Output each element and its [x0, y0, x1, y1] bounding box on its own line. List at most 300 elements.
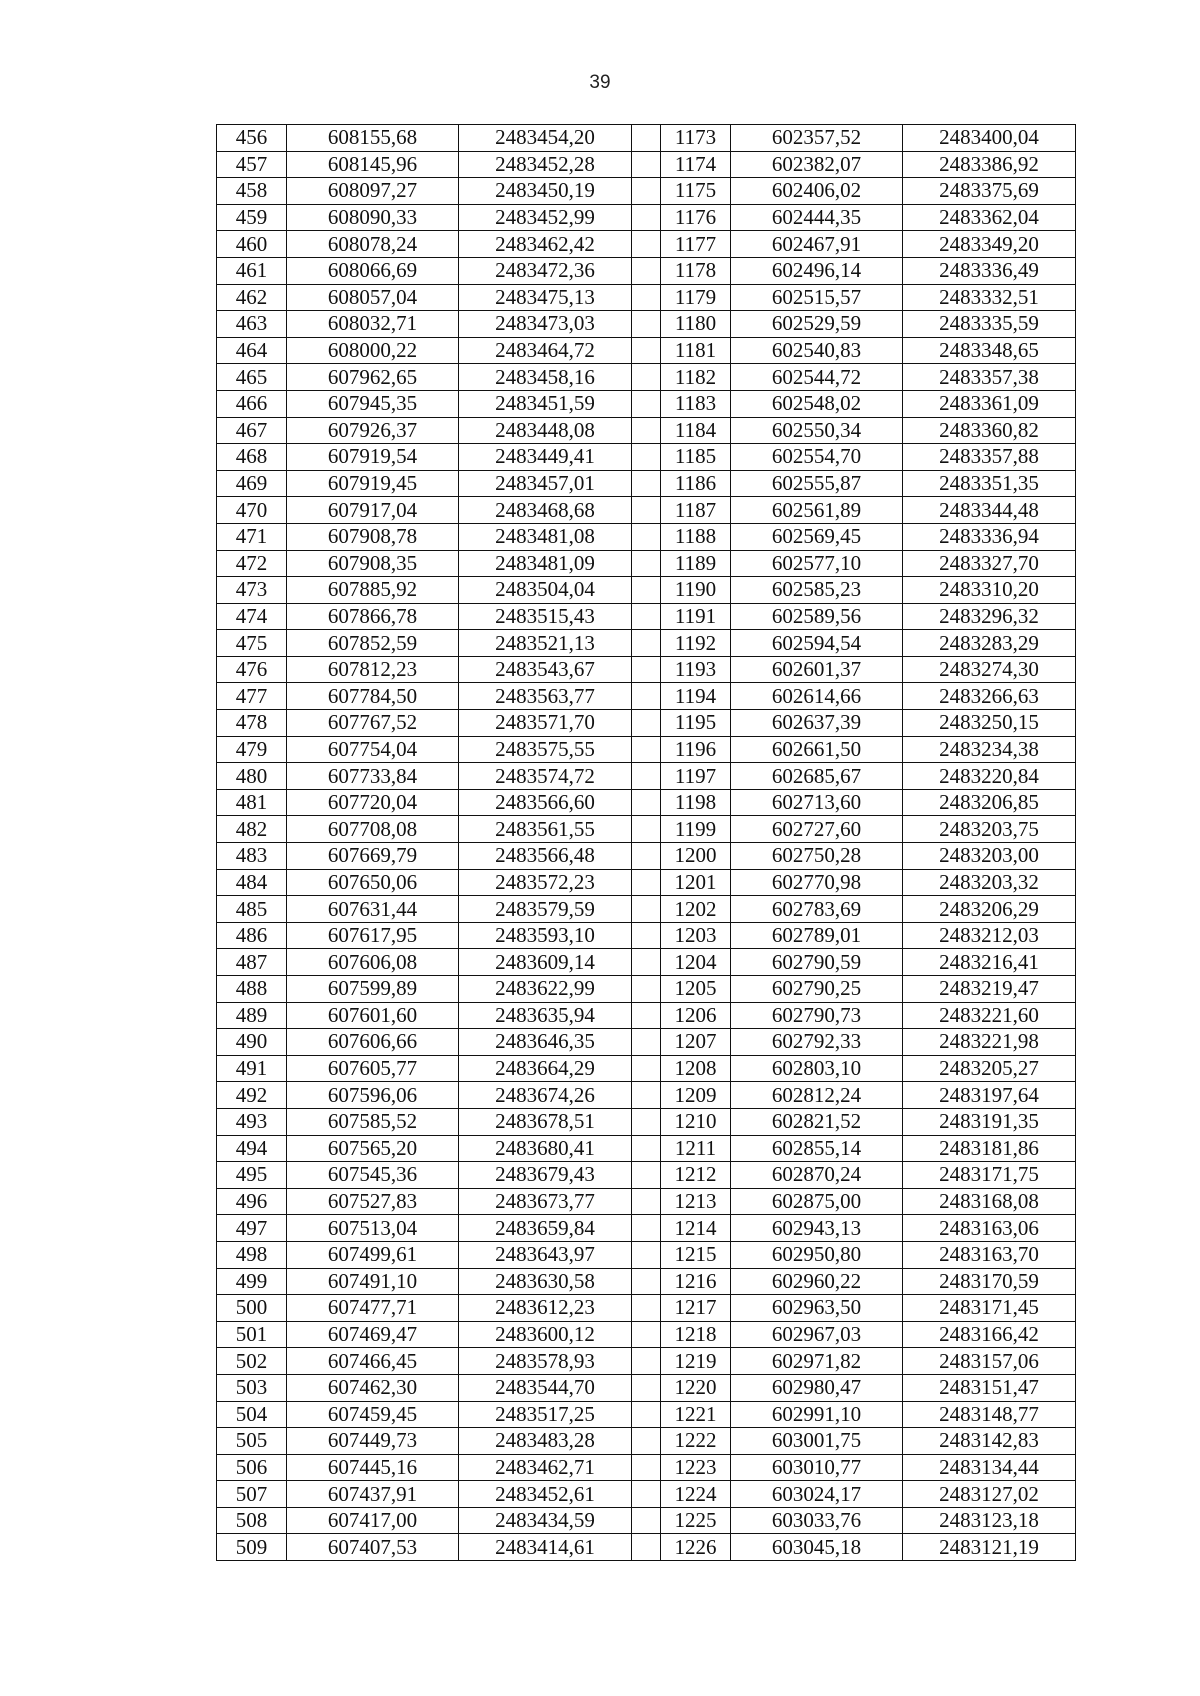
y-coordinate-left: 2483664,29	[459, 1055, 632, 1082]
y-coordinate-right: 2483163,70	[903, 1241, 1076, 1268]
point-number-right: 1173	[661, 125, 731, 152]
table-row	[217, 603, 1076, 630]
x-coordinate-left: 607606,08	[287, 949, 459, 976]
x-coordinate-left: 607669,79	[287, 843, 459, 870]
table-row	[217, 577, 1076, 604]
point-number-right: 1175	[661, 178, 731, 205]
gap-cell	[632, 630, 661, 657]
point-number-right: 1225	[661, 1507, 731, 1534]
y-coordinate-right: 2483332,51	[903, 284, 1076, 311]
x-coordinate-left: 607527,83	[287, 1188, 459, 1215]
point-number-left: 463	[217, 311, 287, 338]
table-row	[217, 630, 1076, 657]
y-coordinate-left: 2483473,03	[459, 311, 632, 338]
gap-cell	[632, 257, 661, 284]
x-coordinate-left: 607784,50	[287, 683, 459, 710]
gap-cell	[632, 1002, 661, 1029]
y-coordinate-left: 2483646,35	[459, 1029, 632, 1056]
x-coordinate-right: 602548,02	[731, 390, 903, 417]
x-coordinate-right: 602963,50	[731, 1295, 903, 1322]
point-number-right: 1191	[661, 603, 731, 630]
gap-cell	[632, 736, 661, 763]
x-coordinate-right: 602812,24	[731, 1082, 903, 1109]
table-row	[217, 550, 1076, 577]
point-number-left: 480	[217, 763, 287, 790]
point-number-left: 475	[217, 630, 287, 657]
y-coordinate-left: 2483563,77	[459, 683, 632, 710]
x-coordinate-right: 602614,66	[731, 683, 903, 710]
x-coordinate-right: 602980,47	[731, 1374, 903, 1401]
point-number-right: 1193	[661, 656, 731, 683]
x-coordinate-left: 607866,78	[287, 603, 459, 630]
gap-cell	[632, 1082, 661, 1109]
point-number-left: 468	[217, 444, 287, 471]
table-row	[217, 1162, 1076, 1189]
point-number-right: 1201	[661, 869, 731, 896]
coordinates-table	[216, 124, 1076, 1561]
y-coordinate-right: 2483221,98	[903, 1029, 1076, 1056]
y-coordinate-left: 2483600,12	[459, 1321, 632, 1348]
point-number-left: 481	[217, 789, 287, 816]
point-number-left: 508	[217, 1507, 287, 1534]
point-number-right: 1208	[661, 1055, 731, 1082]
point-number-left: 476	[217, 656, 287, 683]
point-number-left: 466	[217, 390, 287, 417]
x-coordinate-right: 602950,80	[731, 1241, 903, 1268]
point-number-right: 1189	[661, 550, 731, 577]
point-number-right: 1205	[661, 976, 731, 1003]
x-coordinate-right: 602601,37	[731, 656, 903, 683]
x-coordinate-left: 607917,04	[287, 497, 459, 524]
y-coordinate-right: 2483400,04	[903, 125, 1076, 152]
y-coordinate-right: 2483197,64	[903, 1082, 1076, 1109]
y-coordinate-right: 2483216,41	[903, 949, 1076, 976]
y-coordinate-left: 2483544,70	[459, 1374, 632, 1401]
gap-cell	[632, 1428, 661, 1455]
y-coordinate-right: 2483310,20	[903, 577, 1076, 604]
y-coordinate-right: 2483348,65	[903, 337, 1076, 364]
x-coordinate-right: 602637,39	[731, 710, 903, 737]
y-coordinate-left: 2483579,59	[459, 896, 632, 923]
point-number-right: 1197	[661, 763, 731, 790]
point-number-left: 497	[217, 1215, 287, 1242]
y-coordinate-right: 2483203,00	[903, 843, 1076, 870]
gap-cell	[632, 949, 661, 976]
table-row	[217, 1454, 1076, 1481]
gap-cell	[632, 1481, 661, 1508]
y-coordinate-left: 2483678,51	[459, 1108, 632, 1135]
x-coordinate-left: 607469,47	[287, 1321, 459, 1348]
table-row	[217, 763, 1076, 790]
x-coordinate-right: 602750,28	[731, 843, 903, 870]
point-number-left: 503	[217, 1374, 287, 1401]
gap-cell	[632, 603, 661, 630]
gap-cell	[632, 1029, 661, 1056]
table-row	[217, 1295, 1076, 1322]
point-number-right: 1218	[661, 1321, 731, 1348]
x-coordinate-left: 607767,52	[287, 710, 459, 737]
y-coordinate-right: 2483212,03	[903, 922, 1076, 949]
x-coordinate-right: 602991,10	[731, 1401, 903, 1428]
point-number-left: 505	[217, 1428, 287, 1455]
y-coordinate-left: 2483452,28	[459, 151, 632, 178]
point-number-right: 1224	[661, 1481, 731, 1508]
point-number-left: 483	[217, 843, 287, 870]
y-coordinate-left: 2483448,08	[459, 417, 632, 444]
table-row	[217, 656, 1076, 683]
x-coordinate-right: 602685,67	[731, 763, 903, 790]
point-number-right: 1204	[661, 949, 731, 976]
y-coordinate-right: 2483168,08	[903, 1188, 1076, 1215]
x-coordinate-right: 602792,33	[731, 1029, 903, 1056]
table-row	[217, 789, 1076, 816]
x-coordinate-left: 607908,35	[287, 550, 459, 577]
point-number-right: 1206	[661, 1002, 731, 1029]
point-number-left: 477	[217, 683, 287, 710]
point-number-right: 1174	[661, 151, 731, 178]
point-number-left: 493	[217, 1108, 287, 1135]
point-number-right: 1210	[661, 1108, 731, 1135]
x-coordinate-left: 607417,00	[287, 1507, 459, 1534]
x-coordinate-left: 608155,68	[287, 125, 459, 152]
point-number-left: 488	[217, 976, 287, 1003]
gap-cell	[632, 284, 661, 311]
y-coordinate-right: 2483234,38	[903, 736, 1076, 763]
point-number-right: 1202	[661, 896, 731, 923]
x-coordinate-left: 607449,73	[287, 1428, 459, 1455]
point-number-left: 465	[217, 364, 287, 391]
x-coordinate-left: 607585,52	[287, 1108, 459, 1135]
point-number-left: 498	[217, 1241, 287, 1268]
y-coordinate-right: 2483166,42	[903, 1321, 1076, 1348]
x-coordinate-left: 607720,04	[287, 789, 459, 816]
table-row	[217, 125, 1076, 152]
point-number-right: 1223	[661, 1454, 731, 1481]
x-coordinate-left: 607477,71	[287, 1295, 459, 1322]
x-coordinate-left: 607513,04	[287, 1215, 459, 1242]
y-coordinate-left: 2483457,01	[459, 470, 632, 497]
table-row	[217, 1534, 1076, 1561]
x-coordinate-right: 603010,77	[731, 1454, 903, 1481]
x-coordinate-right: 602960,22	[731, 1268, 903, 1295]
table-row	[217, 843, 1076, 870]
point-number-left: 470	[217, 497, 287, 524]
x-coordinate-left: 608145,96	[287, 151, 459, 178]
x-coordinate-left: 607545,36	[287, 1162, 459, 1189]
point-number-left: 486	[217, 922, 287, 949]
y-coordinate-right: 2483349,20	[903, 231, 1076, 258]
y-coordinate-right: 2483357,38	[903, 364, 1076, 391]
gap-cell	[632, 789, 661, 816]
x-coordinate-right: 602554,70	[731, 444, 903, 471]
x-coordinate-left: 607605,77	[287, 1055, 459, 1082]
point-number-left: 460	[217, 231, 287, 258]
y-coordinate-left: 2483458,16	[459, 364, 632, 391]
gap-cell	[632, 869, 661, 896]
point-number-right: 1203	[661, 922, 731, 949]
gap-cell	[632, 896, 661, 923]
table-row	[217, 284, 1076, 311]
x-coordinate-right: 602803,10	[731, 1055, 903, 1082]
y-coordinate-left: 2483452,99	[459, 204, 632, 231]
gap-cell	[632, 976, 661, 1003]
x-coordinate-left: 607459,45	[287, 1401, 459, 1428]
point-number-right: 1222	[661, 1428, 731, 1455]
table-row	[217, 1374, 1076, 1401]
point-number-right: 1190	[661, 577, 731, 604]
x-coordinate-right: 602870,24	[731, 1162, 903, 1189]
y-coordinate-right: 2483170,59	[903, 1268, 1076, 1295]
point-number-right: 1196	[661, 736, 731, 763]
point-number-left: 502	[217, 1348, 287, 1375]
y-coordinate-left: 2483593,10	[459, 922, 632, 949]
x-coordinate-right: 602789,01	[731, 922, 903, 949]
point-number-left: 509	[217, 1534, 287, 1561]
y-coordinate-left: 2483481,08	[459, 523, 632, 550]
point-number-right: 1200	[661, 843, 731, 870]
gap-cell	[632, 497, 661, 524]
x-coordinate-right: 602529,59	[731, 311, 903, 338]
point-number-left: 473	[217, 577, 287, 604]
table-row	[217, 1055, 1076, 1082]
x-coordinate-left: 607908,78	[287, 523, 459, 550]
point-number-left: 500	[217, 1295, 287, 1322]
point-number-left: 456	[217, 125, 287, 152]
point-number-left: 487	[217, 949, 287, 976]
y-coordinate-right: 2483203,32	[903, 869, 1076, 896]
table-row	[217, 337, 1076, 364]
y-coordinate-right: 2483266,63	[903, 683, 1076, 710]
gap-cell	[632, 1055, 661, 1082]
x-coordinate-right: 602496,14	[731, 257, 903, 284]
point-number-right: 1199	[661, 816, 731, 843]
table-row	[217, 1029, 1076, 1056]
x-coordinate-left: 607437,91	[287, 1481, 459, 1508]
x-coordinate-right: 602783,69	[731, 896, 903, 923]
page-number: 39	[589, 72, 611, 93]
y-coordinate-left: 2483673,77	[459, 1188, 632, 1215]
y-coordinate-left: 2483483,28	[459, 1428, 632, 1455]
x-coordinate-right: 602790,59	[731, 949, 903, 976]
y-coordinate-right: 2483219,47	[903, 976, 1076, 1003]
point-number-left: 506	[217, 1454, 287, 1481]
y-coordinate-right: 2483157,06	[903, 1348, 1076, 1375]
gap-cell	[632, 763, 661, 790]
x-coordinate-left: 607445,16	[287, 1454, 459, 1481]
point-number-right: 1216	[661, 1268, 731, 1295]
x-coordinate-left: 607885,92	[287, 577, 459, 604]
gap-cell	[632, 1348, 661, 1375]
table-row	[217, 1188, 1076, 1215]
gap-cell	[632, 1188, 661, 1215]
y-coordinate-left: 2483612,23	[459, 1295, 632, 1322]
y-coordinate-left: 2483521,13	[459, 630, 632, 657]
x-coordinate-left: 607565,20	[287, 1135, 459, 1162]
point-number-left: 484	[217, 869, 287, 896]
table-row	[217, 1108, 1076, 1135]
y-coordinate-left: 2483452,61	[459, 1481, 632, 1508]
coordinates-table-body	[217, 125, 1076, 1561]
gap-cell	[632, 1534, 661, 1561]
x-coordinate-left: 607599,89	[287, 976, 459, 1003]
x-coordinate-right: 602790,25	[731, 976, 903, 1003]
y-coordinate-right: 2483375,69	[903, 178, 1076, 205]
y-coordinate-left: 2483451,59	[459, 390, 632, 417]
table-row	[217, 1268, 1076, 1295]
y-coordinate-right: 2483336,49	[903, 257, 1076, 284]
y-coordinate-left: 2483414,61	[459, 1534, 632, 1561]
x-coordinate-left: 608057,04	[287, 284, 459, 311]
x-coordinate-left: 607491,10	[287, 1268, 459, 1295]
table-row	[217, 470, 1076, 497]
gap-cell	[632, 1215, 661, 1242]
table-row	[217, 311, 1076, 338]
table-row	[217, 949, 1076, 976]
y-coordinate-left: 2483543,67	[459, 656, 632, 683]
point-number-right: 1219	[661, 1348, 731, 1375]
y-coordinate-right: 2483206,29	[903, 896, 1076, 923]
point-number-right: 1179	[661, 284, 731, 311]
gap-cell	[632, 470, 661, 497]
x-coordinate-left: 607650,06	[287, 869, 459, 896]
y-coordinate-right: 2483121,19	[903, 1534, 1076, 1561]
table-row	[217, 390, 1076, 417]
y-coordinate-right: 2483206,85	[903, 789, 1076, 816]
point-number-right: 1220	[661, 1374, 731, 1401]
table-row	[217, 922, 1076, 949]
gap-cell	[632, 710, 661, 737]
gap-cell	[632, 550, 661, 577]
table-row	[217, 151, 1076, 178]
y-coordinate-right: 2483360,82	[903, 417, 1076, 444]
point-number-right: 1177	[661, 231, 731, 258]
x-coordinate-left: 607596,06	[287, 1082, 459, 1109]
gap-cell	[632, 444, 661, 471]
point-number-right: 1207	[661, 1029, 731, 1056]
y-coordinate-left: 2483679,43	[459, 1162, 632, 1189]
gap-cell	[632, 311, 661, 338]
gap-cell	[632, 1321, 661, 1348]
point-number-left: 504	[217, 1401, 287, 1428]
table-row	[217, 497, 1076, 524]
table-row	[217, 736, 1076, 763]
gap-cell	[632, 843, 661, 870]
gap-cell	[632, 656, 661, 683]
y-coordinate-left: 2483462,71	[459, 1454, 632, 1481]
y-coordinate-right: 2483123,18	[903, 1507, 1076, 1534]
x-coordinate-right: 602561,89	[731, 497, 903, 524]
y-coordinate-right: 2483142,83	[903, 1428, 1076, 1455]
x-coordinate-right: 602875,00	[731, 1188, 903, 1215]
point-number-left: 467	[217, 417, 287, 444]
y-coordinate-left: 2483472,36	[459, 257, 632, 284]
point-number-left: 461	[217, 257, 287, 284]
y-coordinate-right: 2483220,84	[903, 763, 1076, 790]
y-coordinate-left: 2483454,20	[459, 125, 632, 152]
y-coordinate-right: 2483362,04	[903, 204, 1076, 231]
y-coordinate-left: 2483517,25	[459, 1401, 632, 1428]
point-number-left: 474	[217, 603, 287, 630]
y-coordinate-left: 2483475,13	[459, 284, 632, 311]
y-coordinate-right: 2483181,86	[903, 1135, 1076, 1162]
point-number-right: 1209	[661, 1082, 731, 1109]
y-coordinate-left: 2483571,70	[459, 710, 632, 737]
gap-cell	[632, 1374, 661, 1401]
point-number-left: 501	[217, 1321, 287, 1348]
point-number-right: 1184	[661, 417, 731, 444]
y-coordinate-left: 2483566,60	[459, 789, 632, 816]
gap-cell	[632, 178, 661, 205]
y-coordinate-right: 2483250,15	[903, 710, 1076, 737]
x-coordinate-left: 607754,04	[287, 736, 459, 763]
gap-cell	[632, 390, 661, 417]
table-row	[217, 976, 1076, 1003]
x-coordinate-right: 602967,03	[731, 1321, 903, 1348]
point-number-right: 1212	[661, 1162, 731, 1189]
x-coordinate-left: 608032,71	[287, 311, 459, 338]
x-coordinate-right: 602382,07	[731, 151, 903, 178]
point-number-right: 1182	[661, 364, 731, 391]
x-coordinate-right: 602406,02	[731, 178, 903, 205]
y-coordinate-right: 2483171,45	[903, 1295, 1076, 1322]
y-coordinate-left: 2483434,59	[459, 1507, 632, 1534]
x-coordinate-left: 607733,84	[287, 763, 459, 790]
point-number-right: 1215	[661, 1241, 731, 1268]
point-number-right: 1180	[661, 311, 731, 338]
y-coordinate-right: 2483336,94	[903, 523, 1076, 550]
x-coordinate-left: 607466,45	[287, 1348, 459, 1375]
table-row	[217, 683, 1076, 710]
point-number-left: 472	[217, 550, 287, 577]
x-coordinate-right: 603045,18	[731, 1534, 903, 1561]
gap-cell	[632, 683, 661, 710]
point-number-left: 499	[217, 1268, 287, 1295]
table-row	[217, 1082, 1076, 1109]
table-row	[217, 1215, 1076, 1242]
table-row	[217, 1348, 1076, 1375]
y-coordinate-right: 2483151,47	[903, 1374, 1076, 1401]
y-coordinate-left: 2483578,93	[459, 1348, 632, 1375]
x-coordinate-left: 608078,24	[287, 231, 459, 258]
x-coordinate-right: 602467,91	[731, 231, 903, 258]
x-coordinate-right: 602515,57	[731, 284, 903, 311]
point-number-right: 1185	[661, 444, 731, 471]
gap-cell	[632, 922, 661, 949]
x-coordinate-left: 607962,65	[287, 364, 459, 391]
y-coordinate-left: 2483464,72	[459, 337, 632, 364]
x-coordinate-right: 602585,23	[731, 577, 903, 604]
y-coordinate-left: 2483680,41	[459, 1135, 632, 1162]
x-coordinate-left: 607462,30	[287, 1374, 459, 1401]
y-coordinate-right: 2483274,30	[903, 656, 1076, 683]
y-coordinate-left: 2483643,97	[459, 1241, 632, 1268]
point-number-left: 462	[217, 284, 287, 311]
point-number-right: 1195	[661, 710, 731, 737]
gap-cell	[632, 1295, 661, 1322]
x-coordinate-left: 607945,35	[287, 390, 459, 417]
x-coordinate-right: 602544,72	[731, 364, 903, 391]
x-coordinate-right: 602727,60	[731, 816, 903, 843]
point-number-right: 1214	[661, 1215, 731, 1242]
x-coordinate-right: 602713,60	[731, 789, 903, 816]
table-row	[217, 364, 1076, 391]
y-coordinate-left: 2483674,26	[459, 1082, 632, 1109]
point-number-left: 482	[217, 816, 287, 843]
point-number-left: 490	[217, 1029, 287, 1056]
table-row	[217, 1428, 1076, 1455]
table-row	[217, 869, 1076, 896]
point-number-right: 1178	[661, 257, 731, 284]
